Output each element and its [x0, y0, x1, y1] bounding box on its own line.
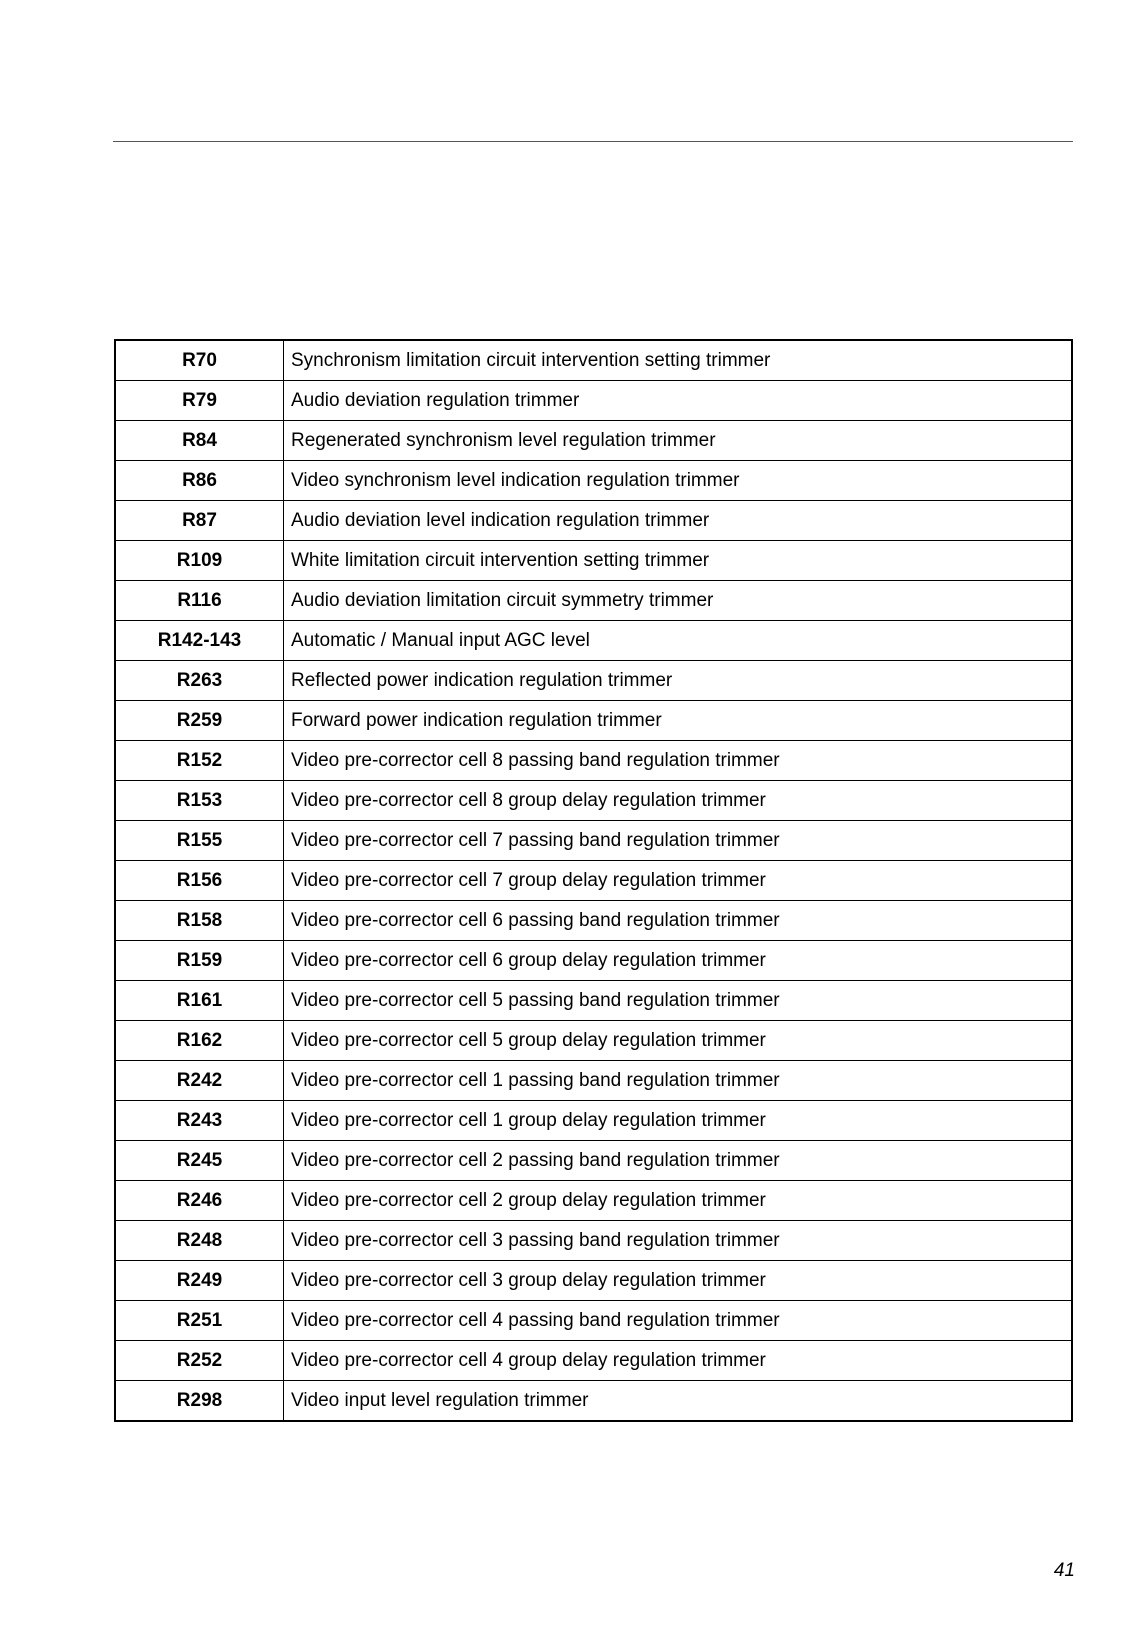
component-ref-cell: R246 — [115, 1181, 284, 1221]
component-ref-cell: R109 — [115, 541, 284, 581]
component-description-cell: Video pre-corrector cell 7 passing band regulation trimmer — [284, 821, 1073, 861]
table-row — [115, 781, 1072, 821]
component-description-cell: Video pre-corrector cell 4 group delay regulation trimmer — [284, 1341, 1073, 1381]
component-ref-cell: R251 — [115, 1301, 284, 1341]
component-description-cell: Audio deviation limitation circuit symmetry trimmer — [284, 581, 1073, 621]
component-description-cell: Video pre-corrector cell 3 group delay regulation trimmer — [284, 1261, 1073, 1301]
component-ref-cell: R84 — [115, 421, 284, 461]
component-ref-cell: R155 — [115, 821, 284, 861]
component-description-cell: Video pre-corrector cell 1 group delay regulation trimmer — [284, 1101, 1073, 1141]
table-row — [115, 1221, 1072, 1261]
page-number: 41 — [1053, 1560, 1075, 1581]
table-row — [115, 861, 1072, 901]
component-description-cell: White limitation circuit intervention setting trimmer — [284, 541, 1073, 581]
component-ref-cell: R161 — [115, 981, 284, 1021]
table-row — [115, 901, 1072, 941]
component-description-cell: Video pre-corrector cell 2 passing band regulation trimmer — [284, 1141, 1073, 1181]
table-row — [115, 661, 1072, 701]
component-description-cell: Video input level regulation trimmer — [284, 1381, 1073, 1422]
component-description-cell: Video pre-corrector cell 4 passing band regulation trimmer — [284, 1301, 1073, 1341]
component-ref-cell: R162 — [115, 1021, 284, 1061]
component-ref-cell: R259 — [115, 701, 284, 741]
trimmer-table — [114, 339, 1073, 1422]
component-ref-cell: R248 — [115, 1221, 284, 1261]
component-ref-cell: R159 — [115, 941, 284, 981]
component-description-cell: Synchronism limitation circuit intervention setting trimmer — [284, 340, 1073, 381]
component-ref-cell: R79 — [115, 381, 284, 421]
component-description-cell: Video pre-corrector cell 6 passing band regulation trimmer — [284, 901, 1073, 941]
table-row — [115, 701, 1072, 741]
component-ref-cell: R153 — [115, 781, 284, 821]
component-description-cell: Regenerated synchronism level regulation trimmer — [284, 421, 1073, 461]
component-description-cell: Audio deviation regulation trimmer — [284, 381, 1073, 421]
table-row — [115, 1261, 1072, 1301]
component-ref-cell: R243 — [115, 1101, 284, 1141]
table-row — [115, 501, 1072, 541]
component-ref-cell: R86 — [115, 461, 284, 501]
component-description-cell: Video pre-corrector cell 8 passing band regulation trimmer — [284, 741, 1073, 781]
component-description-cell: Video pre-corrector cell 5 passing band regulation trimmer — [284, 981, 1073, 1021]
component-description-cell: Video pre-corrector cell 2 group delay regulation trimmer — [284, 1181, 1073, 1221]
table-row — [115, 421, 1072, 461]
table-row — [115, 981, 1072, 1021]
component-description-cell: Video pre-corrector cell 8 group delay regulation trimmer — [284, 781, 1073, 821]
table-row — [115, 941, 1072, 981]
table-row — [115, 1341, 1072, 1381]
component-description-cell: Video pre-corrector cell 3 passing band regulation trimmer — [284, 1221, 1073, 1261]
table-row — [115, 581, 1072, 621]
table-row — [115, 340, 1072, 381]
table-row — [115, 1061, 1072, 1101]
component-description-cell: Video pre-corrector cell 1 passing band regulation trimmer — [284, 1061, 1073, 1101]
table-row — [115, 821, 1072, 861]
table-row — [115, 621, 1072, 661]
component-ref-cell: R252 — [115, 1341, 284, 1381]
component-description-cell: Automatic / Manual input AGC level — [284, 621, 1073, 661]
table-row — [115, 1301, 1072, 1341]
component-ref-cell: R298 — [115, 1381, 284, 1422]
component-description-cell: Reflected power indication regulation trimmer — [284, 661, 1073, 701]
component-ref-cell: R158 — [115, 901, 284, 941]
component-ref-cell: R116 — [115, 581, 284, 621]
table-row — [115, 381, 1072, 421]
component-ref-cell: R263 — [115, 661, 284, 701]
table-row — [115, 461, 1072, 501]
component-description-cell: Video pre-corrector cell 5 group delay regulation trimmer — [284, 1021, 1073, 1061]
component-ref-cell: R242 — [115, 1061, 284, 1101]
component-description-cell: Video pre-corrector cell 6 group delay regulation trimmer — [284, 941, 1073, 981]
table-row — [115, 541, 1072, 581]
component-description-cell: Video pre-corrector cell 7 group delay regulation trimmer — [284, 861, 1073, 901]
component-ref-cell: R249 — [115, 1261, 284, 1301]
component-description-cell: Audio deviation level indication regulation trimmer — [284, 501, 1073, 541]
component-ref-cell: R245 — [115, 1141, 284, 1181]
table-row — [115, 1181, 1072, 1221]
table-row — [115, 1381, 1072, 1422]
table-row — [115, 1021, 1072, 1061]
table-row — [115, 741, 1072, 781]
component-ref-cell: R87 — [115, 501, 284, 541]
component-description-cell: Video synchronism level indication regulation trimmer — [284, 461, 1073, 501]
component-description-cell: Forward power indication regulation trimmer — [284, 701, 1073, 741]
table-row — [115, 1101, 1072, 1141]
component-ref-cell: R156 — [115, 861, 284, 901]
component-ref-cell: R142-143 — [115, 621, 284, 661]
component-ref-cell: R152 — [115, 741, 284, 781]
header-rule — [113, 141, 1073, 142]
component-ref-cell: R70 — [115, 340, 284, 381]
table-row — [115, 1141, 1072, 1181]
trimmer-table-body — [115, 340, 1072, 1421]
